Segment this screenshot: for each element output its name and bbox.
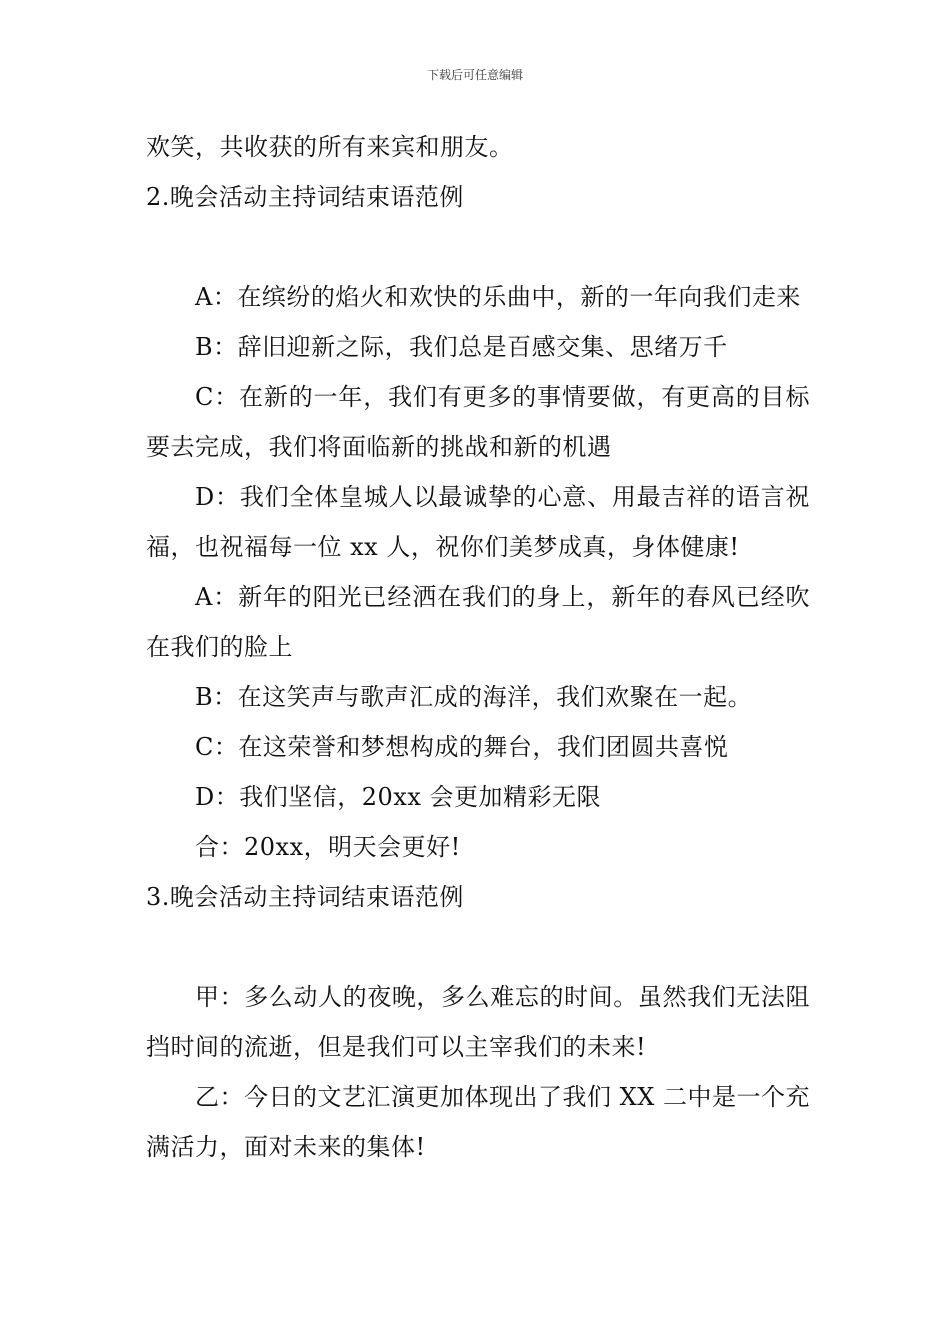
dialogue-line: B：辞旧迎新之际，我们总是百感交集、思绪万千	[195, 333, 728, 361]
dialogue-line: B：在这笑声与歌声汇成的海洋，我们欢聚在一起。	[195, 683, 753, 711]
page-header-note: 下载后可任意编辑	[426, 68, 523, 82]
dialogue-line: 合：20xx，明天会更好!	[195, 833, 461, 861]
section-2-heading: 2.晚会活动主持词结束语范例	[146, 183, 464, 211]
dialogue-line: C：在这荣誉和梦想构成的舞台，我们团圆共喜悦	[195, 733, 729, 761]
blank-line	[146, 222, 810, 272]
dialogue-line: D：我们全体皇城人以最诚挚的心意、用最吉祥的语言祝福，也祝福每一位 xx 人，祝你们美梦成真，身体健康!	[146, 483, 810, 561]
dialogue-line: 甲：多么动人的夜晚，多么难忘的时间。虽然我们无法阻挡时间的流逝，但是我们可以主宰我们的未来!	[146, 983, 810, 1061]
document-body	[146, 122, 810, 1172]
dialogue-line: D：我们坚信，20xx 会更加精彩无限	[195, 783, 601, 811]
blank-line	[146, 922, 810, 972]
dialogue-line: A：在缤纷的焰火和欢快的乐曲中，新的一年向我们走来	[195, 283, 801, 311]
dialogue-line: C：在新的一年，我们有更多的事情要做，有更高的目标要去完成，我们将面临新的挑战和新的机遇	[146, 383, 810, 461]
dialogue-line: A：新年的阳光已经洒在我们的身上，新年的春风已经吹在我们的脸上	[146, 583, 810, 661]
section-3-heading: 3.晚会活动主持词结束语范例	[146, 883, 464, 911]
dialogue-line: 乙：今日的文艺汇演更加体现出了我们 XX 二中是一个充满活力，面对未来的集体!	[146, 1083, 810, 1161]
continuation-paragraph: 欢笑，共收获的所有来宾和朋友。	[146, 133, 514, 161]
